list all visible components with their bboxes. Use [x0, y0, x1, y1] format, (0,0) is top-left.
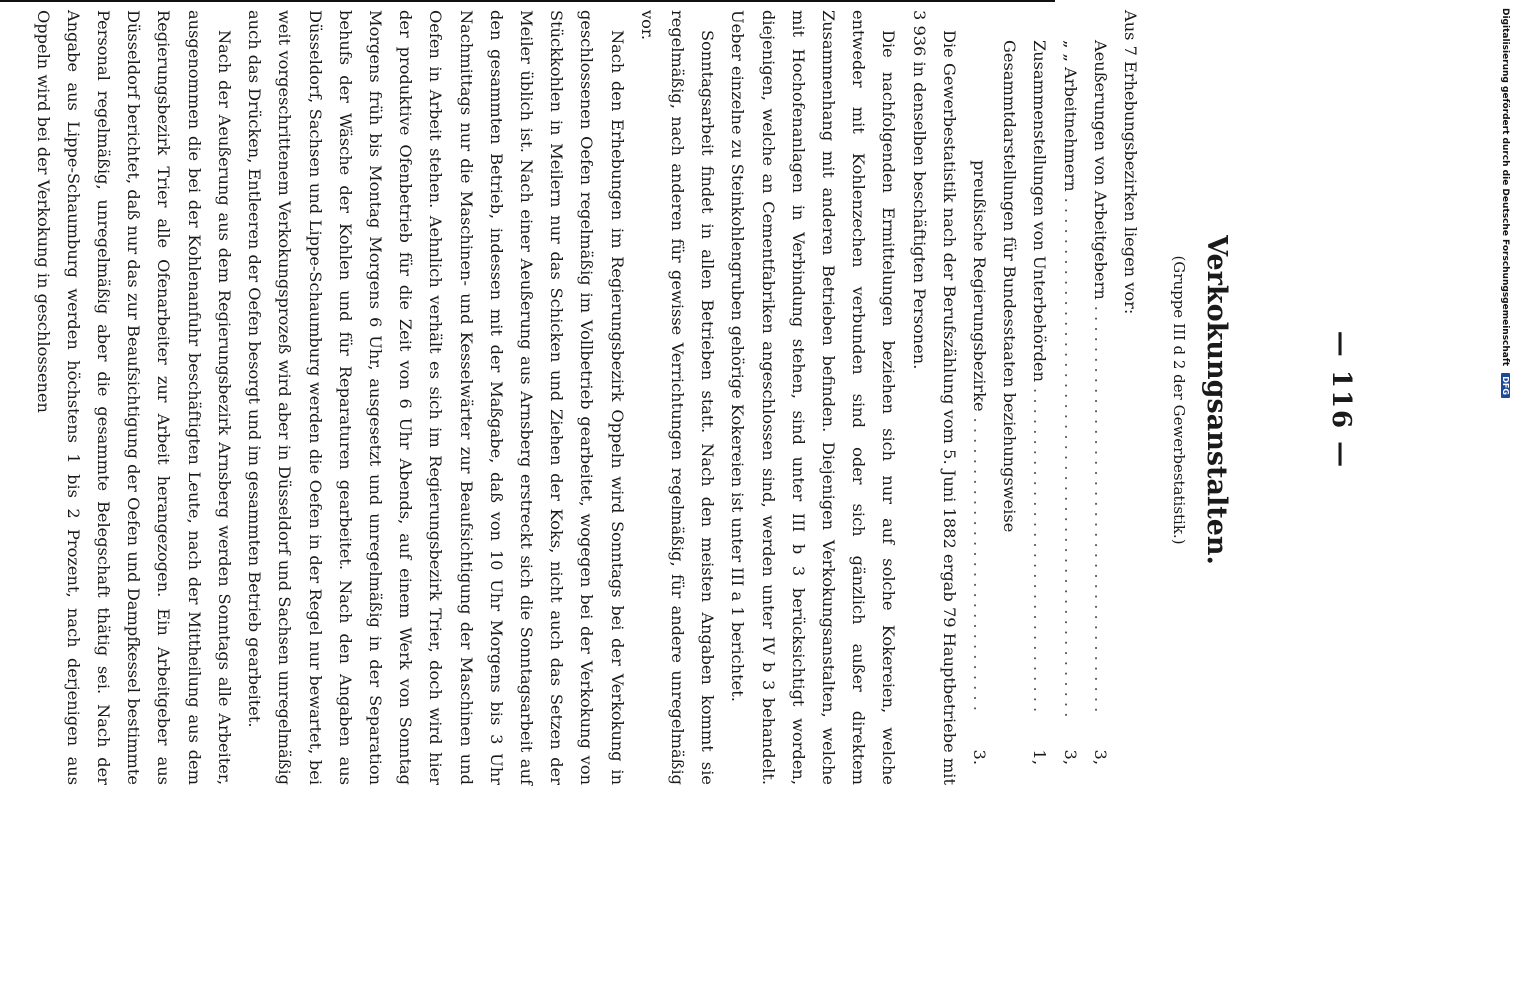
list-item-label: Zusammenstellungen von Unterbehörden — [1030, 40, 1050, 383]
list-item — [1085, 10, 1115, 785]
intro-line: Aus 7 Erhebungsbezirken liegen vor: — [1121, 10, 1140, 315]
leader-dots — [1054, 198, 1084, 717]
page-subtitle: (Gruppe III d 2 der Gewerbestatistik.) — [1170, 255, 1188, 545]
list-item — [1054, 10, 1084, 785]
list-item — [1024, 10, 1054, 785]
body-text — [27, 10, 1145, 785]
rotated-text-block — [33, 10, 1370, 790]
list-item-value: 3. — [969, 749, 989, 765]
paragraph: Nach den Erhebungen im Regierungsbezirk Oppeln wird Sonntags bei der Verkokung in geschlossenen Oefen regelmäßig im Vollbetrieb gearbeitet, wogegen bei der Verkokung von Stückkohlen in Meilern nur das Schicken und Ziehen der Koks, nicht auch das Setzen der Meiler üblich ist. Nach einer Aeußerung aus Arnsberg erstreckt sich die Sonntagsarbeit auf den gesammten Betrieb, indessen mit der Maßgabe, daß von 10 Uhr Morgens bis 3 Uhr Nachmittags nur die Maschinen- und Kesselwärter zur Beaufsichtigung der Maschinen und Oefen in Arbeit stehen. Aehnlich verhält es sich im Regierungsbezirk Trier, doch wird hier der produktive Ofenbetrieb für die Zeit von 6 Uhr Abends, auf einem Werk von Sonntag Morgens früh bis Montag Morgens 6 Uhr, ausgesetzt und unregelmäßig in der Separation behufs der Wäsche der Kohlen und für Reparaturen gearbeitet. Nach den Angaben aus Düsseldorf, Sachsen und Lippe-Schaumburg werden die Oefen in der Regel nur bewartet, bei weit vorgeschrittenem Verkokungsprozeß wird aber in Düsseldorf und Sachsen unregelmäßig auch das Drücken, Entleeren der Oefen besorgt und im gesammten Betrieb gearbeitet. — [245, 10, 627, 785]
paragraph: Die nachfolgenden Ermittelungen beziehen sich nur auf solche Kokereien, welche entweder mit Kohlenzechen verbunden sind oder sich gänzlich außer direktem Zusammenhang mit anderen Betrieben befinden. Diejenigen Verkokungsanstalten, welche mit Hochofenanlagen in Verbindung stehen, sind unter III b 3 berücksichtigt worden, diejenigen, welche an Cementfabriken angeschlossen sind, werden unter IV b 3 behandelt. Ueber einzelne zu Steinkohlengruben gehörige Kokereien ist unter III a 1 berichtet. — [728, 10, 899, 785]
list-item-label: Aeußerungen von Arbeitgebern — [1090, 40, 1110, 300]
list-item-value: 3, — [1090, 749, 1110, 765]
leader-dots — [1024, 388, 1054, 717]
submission-list — [964, 10, 1115, 785]
leader-dots — [964, 418, 994, 717]
page-number: — 116 — — [1326, 330, 1356, 470]
funding-note-text: Digitalisierung gefördert durch die Deutsche Forschungsgemeinschaft — [1500, 8, 1510, 367]
paragraph: Sonntagsarbeit findet in allen Betrieben statt. Nach den meisten Angaben kommt sie regelmäßig, nach anderen für gewisse Verrichtungen regelmäßig, für andere unregelmäßig vor. — [637, 10, 718, 785]
list-item-value: 1, — [1030, 749, 1050, 765]
paragraph: Die Gewerbestatistik nach der Berufszählung vom 5. Juni 1882 ergab 79 Hauptbetriebe mit 3 936 in denselben beschäftigten Personen. — [909, 10, 959, 785]
leader-dots — [1085, 306, 1115, 717]
list-item-label: preußische Regierungsbezirke — [969, 160, 989, 412]
top-rule — [0, 0, 1055, 2]
list-item-label: „ „ Arbeitnehmern — [1060, 40, 1080, 192]
paragraph: Nach der Aeußerung aus dem Regierungsbezirk Arnsberg werden Sonntags alle Arbeiter, ausgenommen die bei der Kohlenanfuhr beschäftigten Leute, nach der Mittheilung aus dem Regierungsbezirk Trier alle Ofenarbeiter zur Arbeit herangezogen. Ein Arbeitgeber aus Düsseldorf berichtet, daß nur das zur Beaufsichtigung der Oefen und Dampfkessel bestimmte Personal regelmäßig, unregelmäßig aber die gesammte Belegschaft thätig sei. Nach der Angabe aus Lippe-Schaumburg werden höchstens 1 bis 2 Prozent, nach derjenigen aus Oppeln wird bei der Verkokung in geschlossenen — [33, 10, 234, 785]
list-item-value: 3, — [1060, 749, 1080, 765]
funding-note — [1500, 8, 1510, 958]
list-item-label: Gesammtdarstellungen für Bundesstaaten beziehungsweise — [1000, 40, 1020, 533]
page-title: Verkokungsanstalten. — [1201, 235, 1232, 565]
dfg-logo: DFG — [1501, 373, 1510, 398]
list-item — [994, 10, 1024, 785]
list-item — [964, 10, 994, 785]
